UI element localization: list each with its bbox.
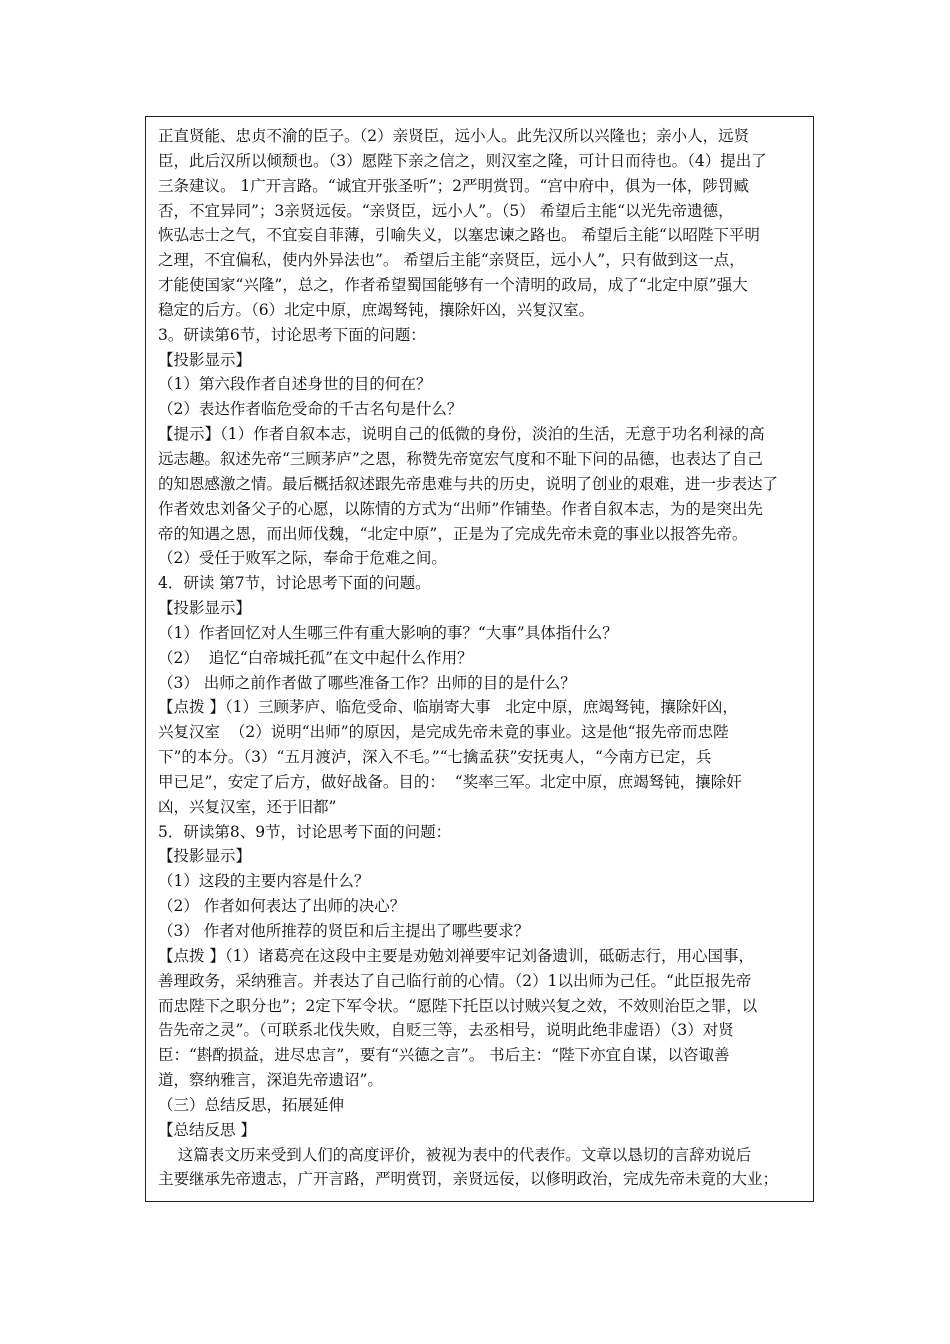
summary-label: 【总结反思 】 [158, 1120, 256, 1139]
text-line: 的知恩感激之情。最后概括叙述跟先帝患难与共的历史，说明了创业的艰难，进一步表达了 [158, 474, 779, 493]
text-line: 臣：“斟酌损益，进尽忠言”，要有“兴德之言”。 书后主：“陛下亦宜自谋，以咨诹善 [158, 1046, 730, 1065]
text-line: 这篇表文历来受到人们的高度评价，被视为表中的代表作。文章以恳切的言辞劝说后 [158, 1145, 752, 1164]
text-line: 恢弘志士之气，不宜妄自菲薄，引喻失义，以塞忠谏之路也。 希望后主能“以昭陛下平明 [158, 226, 760, 245]
text-line: 【点拨 】（1）诸葛亮在这段中主要是劝勉刘禅要牢记刘备遗训，砥砺志行，用心国事， [158, 946, 755, 965]
question-line: （2） 追忆“白帝城托孤”在文中起什么作用？ [158, 648, 473, 667]
question-line: （1）第六段作者自述身世的目的何在？ [158, 375, 432, 394]
text-line: 凶，兴复汉室，还于旧都” [158, 797, 337, 816]
question-line: （3） 出师之前作者做了哪些准备工作？出师的目的是什么？ [158, 673, 576, 692]
question-line: （1）这段的主要内容是什么？ [158, 872, 370, 891]
text-line: （2）受任于败军之际，奉命于危难之间。 [158, 549, 447, 568]
projection-label: 【投影显示】 [158, 847, 252, 866]
text-line: 帝的知遇之恩，而出师伐魏，“北定中原”，正是为了完成先帝未竟的事业以报答先帝。 [158, 524, 748, 543]
text-line: 善理政务，采纳雅言。并表达了自己临行前的心情。（2）1以出师为己任。“此臣报先帝 [158, 971, 752, 990]
question-line: （2）表达作者临危受命的千古名句是什么？ [158, 400, 463, 419]
text-line: 稳定的后方。（6）北定中原，庶竭驽钝，攘除奸凶，兴复汉室。 [158, 300, 595, 319]
text-line: 告先帝之灵”。（可联系北伐失败，自贬三等，去丞相号，说明此绝非虚语）（3）对贤 [158, 1021, 734, 1040]
section-heading: 5．研读第8、9节，讨论思考下面的问题： [158, 822, 452, 841]
text-line: 兴复汉室 （2）说明“出师”的原因，是完成先帝未竟的事业。这是他“报先帝而忠陛 [158, 723, 729, 742]
projection-label: 【投影显示】 [158, 350, 252, 369]
text-line: 之理，不宜偏私，使内外异法也”。 希望后主能“亲贤臣，远小人”，只有做到这一点， [158, 251, 745, 270]
text-line: 远志趣。叙述先帝“三顾茅庐”之恩，称赞先帝宽宏气度和不耻下问的品德，也表达了自己 [158, 449, 763, 468]
document-body [158, 124, 804, 1192]
text-line: 【提示】（1）作者自叙本志，说明自己的低微的身份，淡泊的生活，无意于功名利禄的高 [158, 425, 765, 444]
question-line: （2） 作者如何表达了出师的决心？ [158, 897, 406, 916]
text-line: 正直贤能、忠贞不渝的臣子。（2）亲贤臣，远小人。此先汉所以兴隆也；亲小人，远贤 [158, 127, 750, 145]
text-line: 三条建议。 1广开言路。“诚宜开张圣听”；2严明赏罚。“宫中府中，俱为一体，陟罚臧 [158, 176, 749, 195]
text-line: 道，察纳雅言，深追先帝遗诏”。 [158, 1071, 383, 1090]
text-line: 主要继承先帝遗志，广开言路，严明赏罚，亲贤远佞，以修明政治，完成先帝未竟的大业； [158, 1170, 779, 1189]
projection-label: 【投影显示】 [158, 599, 252, 618]
text-line: 否，不宜异同”；3亲贤远佞。“亲贤臣，远小人”。（5） 希望后主能“以光先帝遗德， [158, 201, 734, 220]
section-heading: 3。研读第6节，讨论思考下面的问题： [158, 325, 426, 344]
text-line: 作者效忠刘备父子的心愿，以陈情的方式为“出师”作铺垫。作者自叙本志，为的是突出先 [158, 499, 763, 518]
section-heading: 4．研读 第7节，讨论思考下面的问题。 [158, 574, 431, 593]
text-line: 而忠陛下之职分也”；2定下军令状。“愿陛下托臣以讨贼兴复之效，不效则治臣之罪，以 [158, 996, 758, 1015]
text-line: 【点拨 】（1）三顾茅庐、临危受命、临崩寄大事 北定中原，庶竭驽钝，攘除奸凶， [158, 698, 738, 717]
text-line: 下”的本分。（3）“五月渡泸，深入不毛。”“七擒孟获”安抚夷人，“今南方已定，兵 [158, 748, 712, 767]
question-line: （3） 作者对他所推荐的贤臣和后主提出了哪些要求？ [158, 922, 530, 940]
text-line: 臣，此后汉所以倾颓也。（3）愿陛下亲之信之，则汉室之隆，可计日而待也。（4）提出了 [158, 151, 767, 170]
question-line: （1）作者回忆对人生哪三件有重大影响的事？“大事”具体指什么？ [158, 623, 618, 642]
section-heading: （三）总结反思，拓展延伸 [158, 1095, 345, 1114]
text-line: 才能使国家“兴隆”，总之，作者希望蜀国能够有一个清明的政局，成了“北定中原”强大 [158, 276, 748, 295]
text-line: 甲已足”，安定了后方，做好战备。目的： “奖率三军。北定中原，庶竭驽钝，攘除奸 [158, 772, 742, 791]
